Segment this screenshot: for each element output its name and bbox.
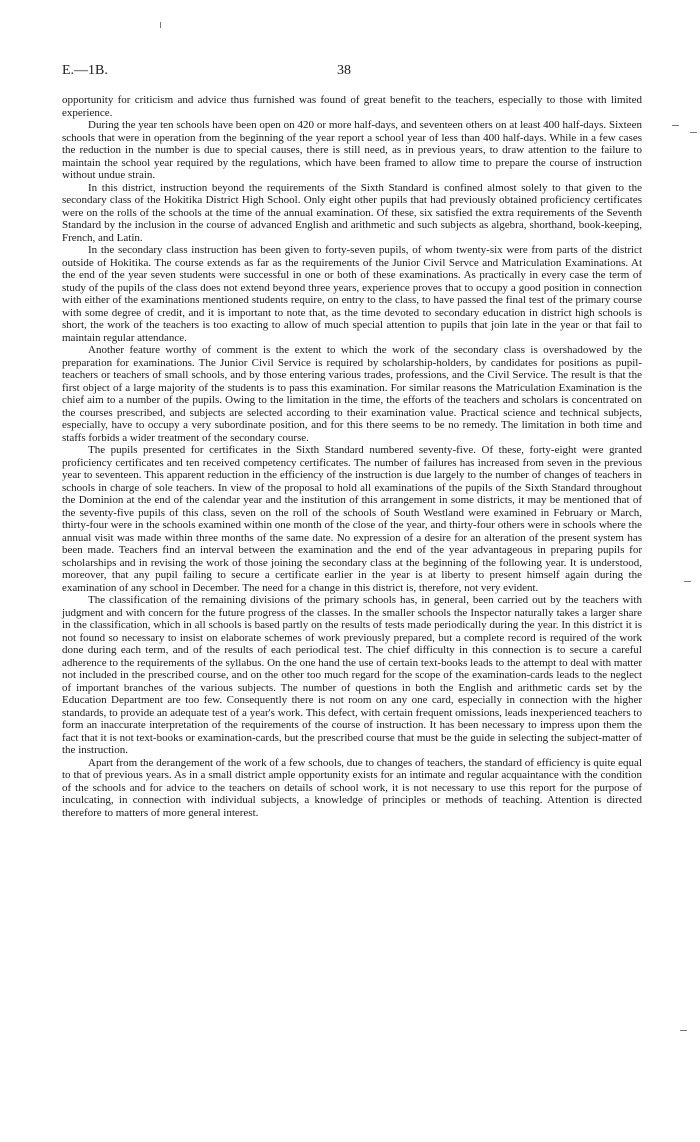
margin-mark bbox=[684, 581, 691, 582]
page-header bbox=[62, 63, 640, 81]
paragraph-school-year: During the year ten schools have been open on 420 or more half-days, and seventeen others on at least 400 half-days. Sixteen schools that were in operation from the beginning of the year report a school year of less than 400 half-days. While in a few cases the reduction in the number is due to special causes, there is still need, as in previous years, to draw attention to the failure to maintain the school year required by the regulations, which have been framed to allow time to prepare the course of instruction without undue strain. bbox=[62, 119, 642, 181]
paragraph-secondary-class: In the secondary class instruction has been given to forty-seven pupils, of whom twenty-six were from parts of the district outside of Hokitika. The course extends as far as the requirements of the Junior Civil Servce and Matriculation Examinations. At the end of the year seven students were successful in one or both of these examinations. As practically in every case the term of study of the pupils of the class does not extend beyond three years, experience proves that to occupy a good position in connection with either of the examinations mentioned students require, on entry to the class, to have passed the final test of the primary course with some degree of credit, and it is important to note that, as the time devoted to secondary education in district high schools is short, the work of the teachers is too exacting to allow of much special attention to pupils that join late in the year or that fail to maintain regular attendance. bbox=[62, 244, 642, 344]
paragraph-secondary-instruction: In this district, instruction beyond the requirements of the Sixth Standard is confined almost solely to that given to the secondary class of the Hokitika District High School. Only eight other pupils that had previously obtained proficiency certificates were on the rolls of the schools at the time of the annual examination. Of these, six satisfied the extra requirements of the Seventh Standard by the inclusion in the course of advanced English and arithmetic and such subjects as algebra, shorthand, book-keeping, French, and Latin. bbox=[62, 181, 642, 244]
margin-mark bbox=[690, 132, 697, 133]
report-body bbox=[62, 94, 642, 819]
paragraph-classification: The classification of the remaining divisions of the primary schools has, in general, been carried out by the teachers with judgment and with concern for the future progress of the classes. In the smaller schools the Inspector naturally takes a larger share in the classification, which in all schools is based partly on the results of tests made periodically during the year. In this district it is not found so necessary to insist on elaborate schemes of work previously prepared, but a complete record is required of the work done during each term, and of the results of each periodical test. The chief difficulty in this connection is to secure a careful adherence to the requirements of the syllabus. On the one hand the use of certain text-books leads to the attempt to deal with matter not included in the prescribed course, and on the other too much regard for the scope of the examination-cards leads to the neglect of important branches of the various subjects. The number of questions in both the English and arithmetic cards set by the Education Department are too few. Consequently there is not room on any one card, especially in connection with the higher standards, to provide an adequate test of a year's work. This defect, with certain frequent omissions, leads inexperienced teachers to form an inaccurate interpretation of the requirements of the course of instruction. It has been necessary to impress upon them the fact that it is not text-books or examination-cards, but the prescribed course that must be the guide in selecting the subject-matter of the instruction. bbox=[62, 594, 642, 756]
paragraph-examinations: Another feature worthy of comment is the extent to which the work of the secondary class is overshadowed by the preparation for examinations. The Junior Civil Service is required by scholarship-holders, by candidates for positions as pupil-teachers or teachers of small schools, and by those entering various trades, professions, and the Civil Service. The result is that the first object of a large majority of the students is to pass this examination. For similar reasons the Matriculation Examination is the chief aim to a number of the pupils. Owing to the limitation in the time, the efforts of the teachers and scholars is concentrated on the courses prescribed, and subjects are selected according to their examination value. Practical science and technical subjects, especially, have to occupy a very subordinate position, and for this there seems to be no remedy. The limitation in both time and staffs forbids a wider treatment of the secondary course. bbox=[62, 344, 642, 444]
paragraph-certificates: The pupils presented for certificates in the Sixth Standard numbered seventy-five. Of these, forty-eight were granted proficiency certificates and ten received competency certificates. The number of failures has increased from seven in the previous year to seventeen. This apparent reduction in the efficiency of the instruction is due largely to the number of changes of teachers in schools in charge of sole teachers. In view of the proposal to hold all examinations of the pupils of the Sixth Standard throughout the Dominion at the end of the calendar year and the institution of this arrangement in some districts, it may be mentioned that of the seventy-five pupils of this class, seven on the roll of the schools of South Westland were examined in February or March, thirty-four were in the schools examined within one month of the close of the year, and thirty-four others were in schools where the annual visit was made within three months of the same date. No expression of a desire for an alteration of the present system has been made. Teachers find an interval between the examination and the end of the year advantageous in preparing pupils for scholarships and in revising the work of those joining the secondary class at the beginning of the following year. It is understood, moreover, that any pupil failing to secure a certificate earlier in the year is at liberty to present himself again during the examination of any school in December. The need for a change in this district is, therefore, not very evident. bbox=[62, 444, 642, 594]
paragraph-efficiency: Apart from the derangement of the work of a few schools, due to changes of teachers, the standard of efficiency is quite equal to that of previous years. As in a small district ample opportunity exists for an intimate and regular acquaintance with the condition of the schools and for advice to the teachers on details of school work, it is not necessary to use this report for the purpose of inculcating, in connection with individual subjects, a knowledge of principles or methods of teaching. Attention is directed therefore to matters of more general interest. bbox=[62, 756, 642, 819]
page-number: 38 bbox=[337, 63, 351, 78]
margin-mark bbox=[672, 125, 679, 126]
paragraph-continuation: opportunity for criticism and advice thus furnished was found of great benefit to the teachers, especially to those with limited experience. bbox=[62, 94, 642, 119]
margin-mark bbox=[160, 22, 161, 28]
document-reference: E.—1B. bbox=[62, 63, 108, 78]
margin-mark bbox=[680, 1030, 687, 1031]
